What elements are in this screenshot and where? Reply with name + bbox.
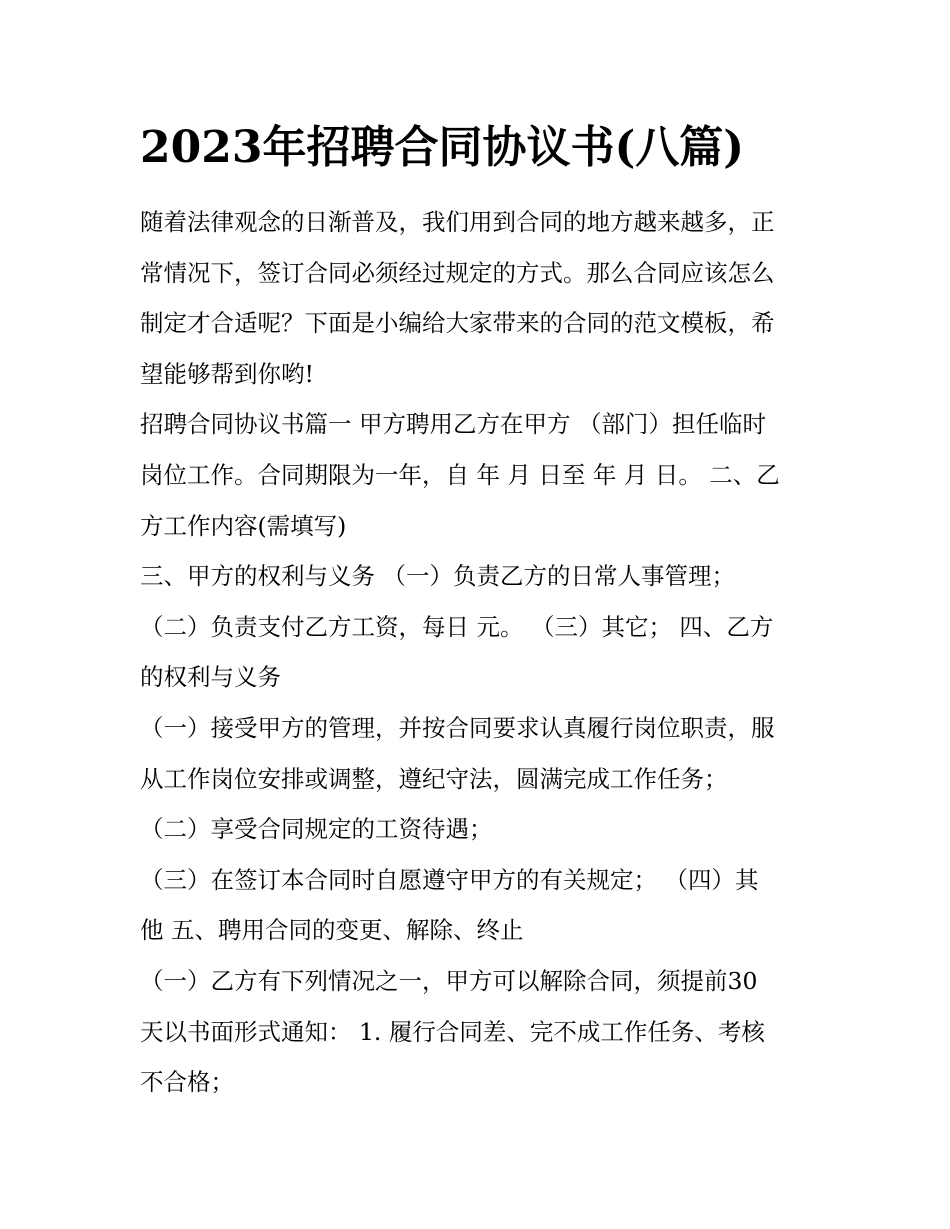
body-line: （二）负责支付乙方工资，每日 元。 （三）其它； 四、乙方 bbox=[140, 612, 774, 641]
body-line: 常情况下，签订合同必须经过规定的方式。那么合同应该怎么 bbox=[140, 258, 775, 287]
body-line: 方工作内容(需填写) bbox=[140, 511, 347, 540]
body-line: 的权利与义务 bbox=[140, 663, 281, 692]
body-line: 不合格； bbox=[140, 1068, 234, 1097]
body-line: 他 五、聘用合同的变更、解除、终止 bbox=[140, 916, 524, 945]
body-line: （三）在签订本合同时自愿遵守甲方的有关规定； （四）其 bbox=[140, 865, 759, 894]
body-line: 随着法律观念的日渐普及，我们用到合同的地方越来越多，正 bbox=[140, 208, 775, 236]
body-line: 制定才合适呢？下面是小编给大家带来的合同的范文模板，希 bbox=[140, 309, 775, 338]
body-line: （二）享受合同规定的工资待遇； bbox=[140, 815, 493, 844]
body-line: 望能够帮到你哟! bbox=[140, 359, 314, 388]
body-line: 岗位工作。合同期限为一年，自 年 月 日至 年 月 日。 二、乙 bbox=[140, 460, 780, 489]
body-line: （一）接受甲方的管理，并按合同要求认真履行岗位职责，服 bbox=[140, 713, 775, 742]
body-line: 天以书面形式通知： 1. 履行合同差、完不成工作任务、考核 bbox=[140, 1017, 765, 1046]
body-line: 招聘合同协议书篇一 甲方聘用乙方在甲方 （部门）担任临时 bbox=[140, 410, 766, 439]
document-body bbox=[140, 197, 820, 1108]
body-line: （一）乙方有下列情况之一，甲方可以解除合同，须提前30 bbox=[140, 966, 758, 995]
body-line: 从工作岗位安排或调整，遵纪守法，圆满完成工作任务； bbox=[140, 764, 728, 793]
document-title: 2023年招聘合同协议书(八篇) bbox=[140, 122, 745, 173]
body-line: 三、甲方的权利与义务 （一）负责乙方的日常人事管理； bbox=[140, 562, 735, 591]
